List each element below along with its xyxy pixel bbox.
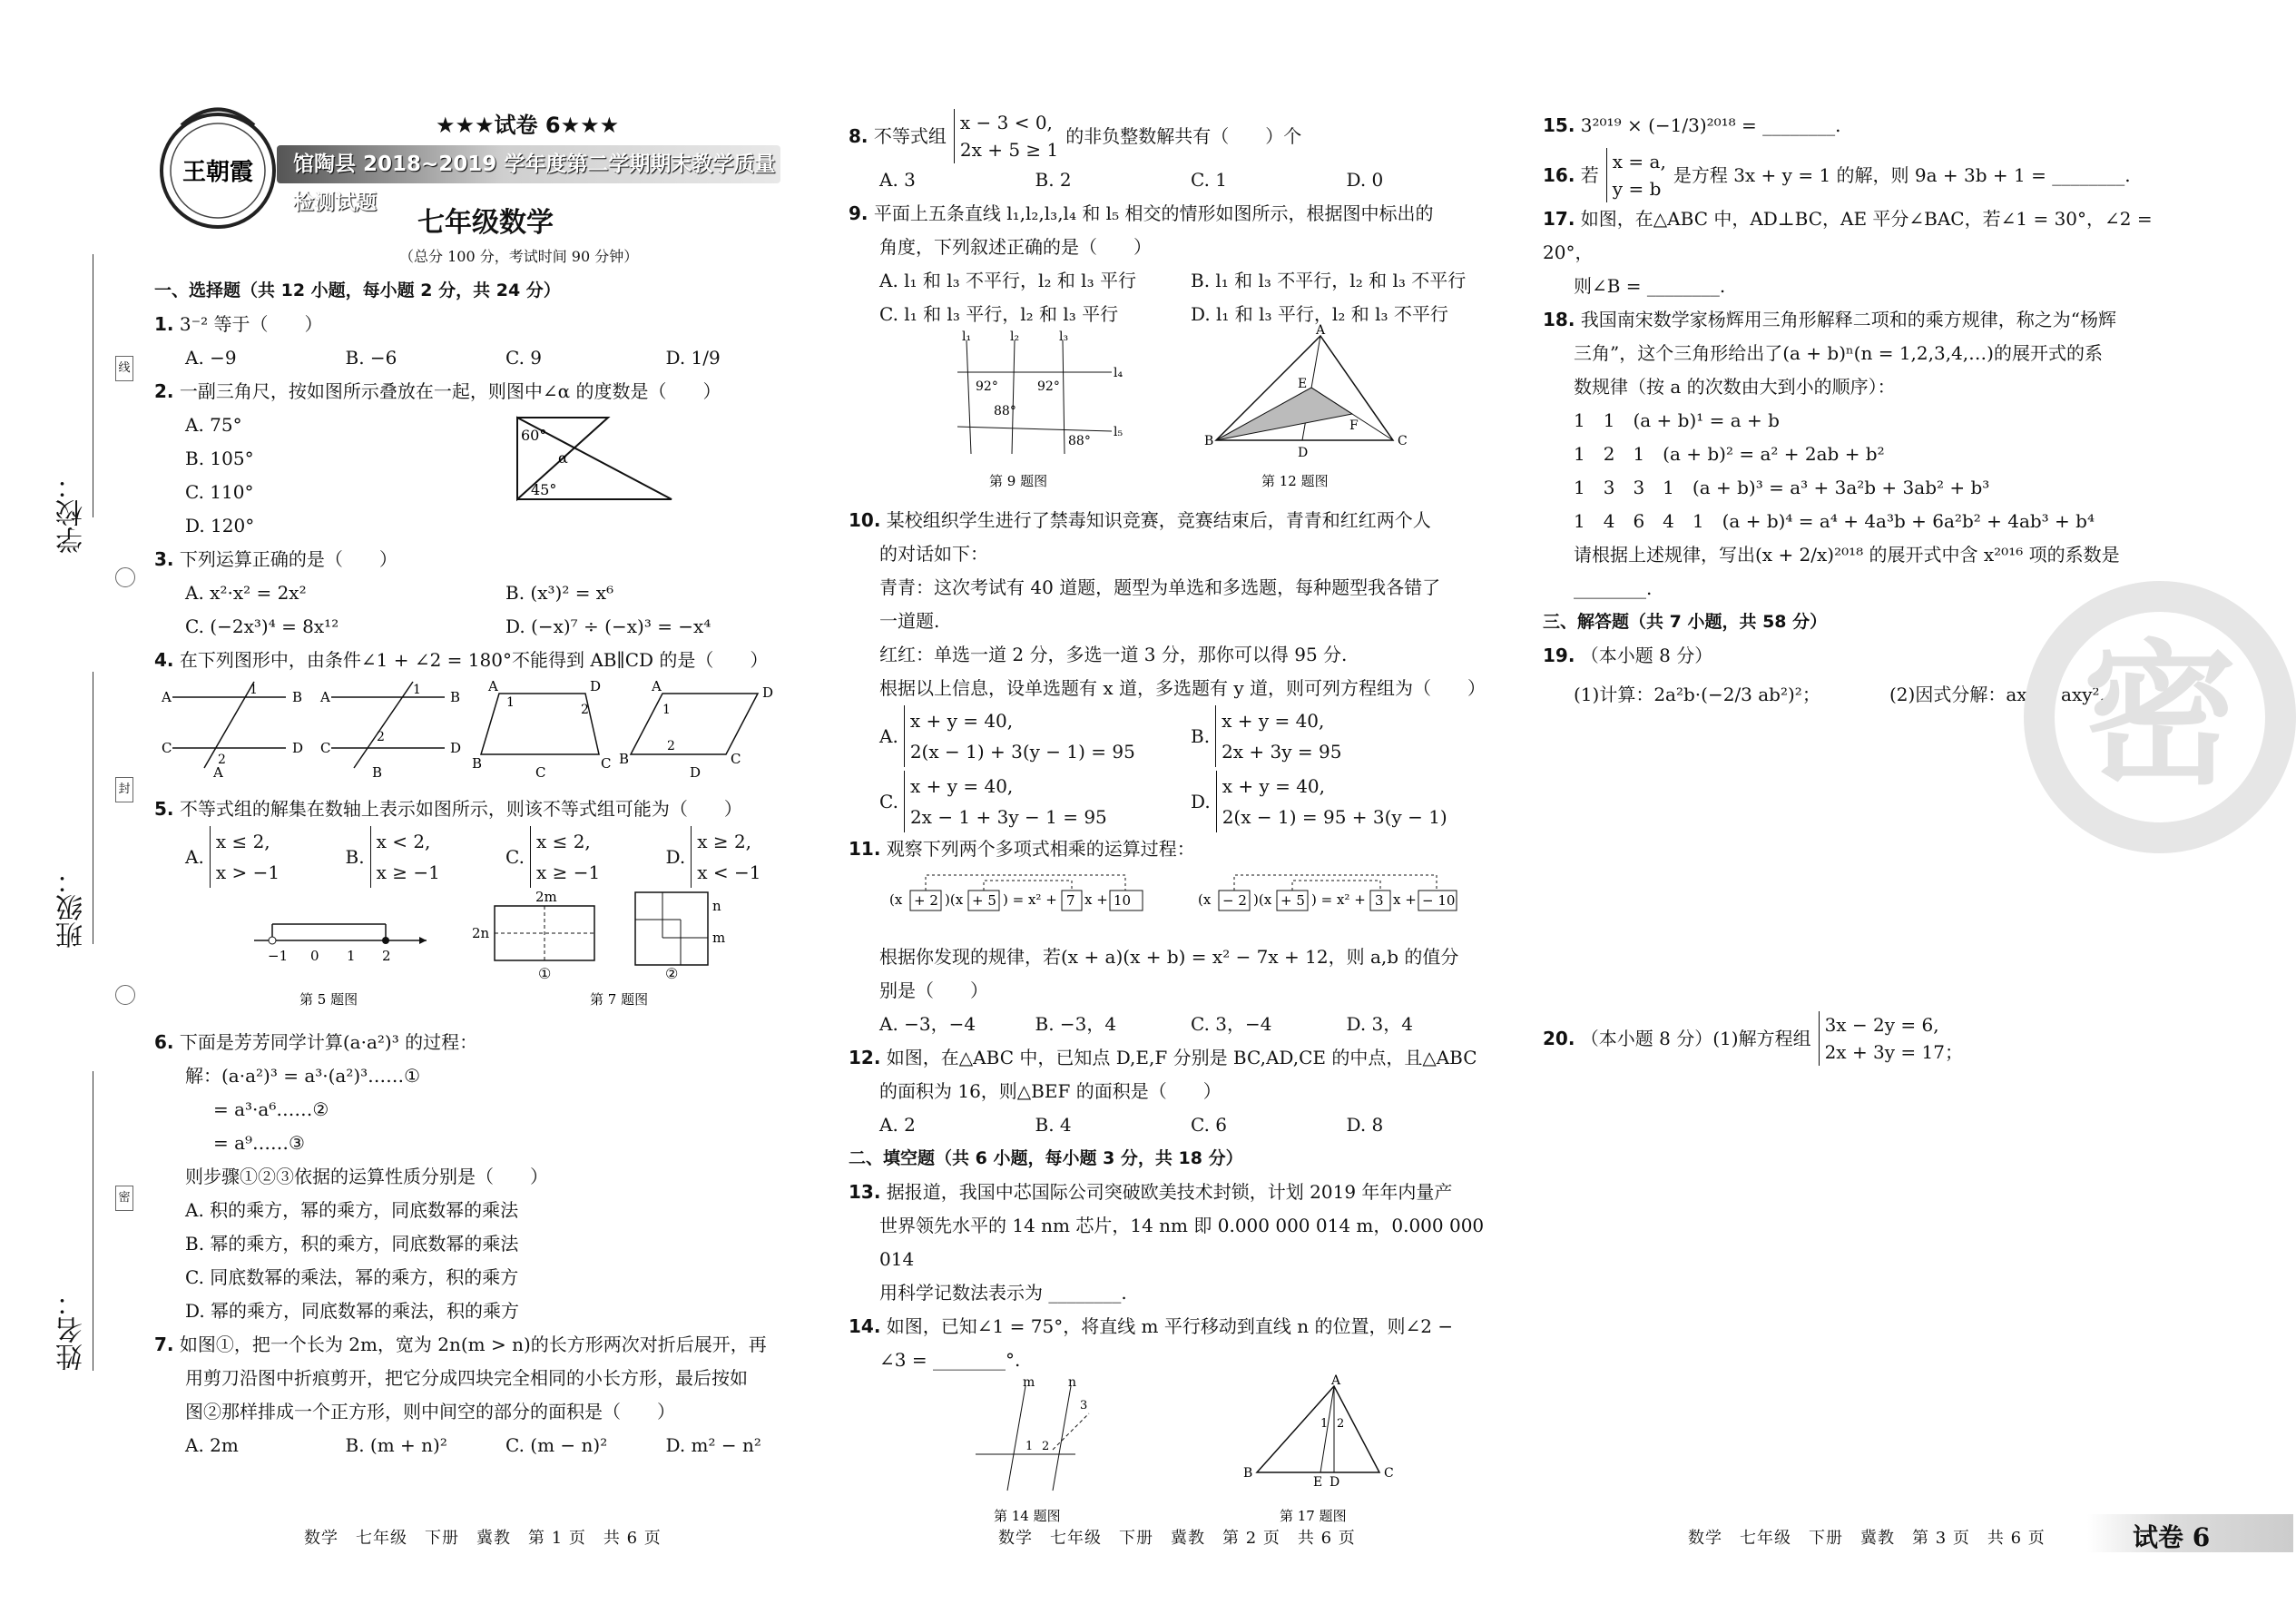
svg-text:C: C: [1384, 1466, 1394, 1481]
page-footer: 数学 七年级 下册 冀教 第 3 页 共 6 页: [1688, 1529, 2046, 1548]
figure-label: D: [690, 764, 702, 781]
solution-step: 解：(a·a²)³ = a³·(a²)³……①: [185, 1065, 421, 1087]
page-footer: 数学 七年级 下册 冀教 第 1 页 共 6 页: [304, 1529, 662, 1548]
option: C. 6: [1191, 1114, 1228, 1136]
option: C. 110°: [185, 481, 254, 503]
svg-text:α: α: [558, 449, 568, 467]
svg-text:(x: (x: [889, 891, 903, 908]
question-text: 用剪刀沿图中折痕剪开，把它分成四块完全相同的小长方形，最后按如: [185, 1367, 748, 1389]
question-number: 2.: [154, 380, 174, 402]
paper-label: ★★★试卷 6★★★: [436, 113, 620, 138]
svg-text:B: B: [1204, 434, 1214, 448]
svg-text:m: m: [1023, 1375, 1035, 1390]
question-number: 14.: [849, 1315, 881, 1337]
question-text: 的对话如下：: [879, 543, 988, 565]
options: [849, 163, 1502, 197]
svg-text:1: 1: [250, 683, 258, 697]
question-number: 11.: [849, 838, 881, 860]
figure-d: [619, 678, 773, 781]
rectangle-fold-figure: [472, 889, 594, 982]
svg-text:(x: (x: [1198, 891, 1212, 908]
question-text: 下面是芳芳同学计算(a·a²)³ 的过程：: [179, 1031, 478, 1053]
question-18: [1543, 303, 2205, 337]
svg-text:F: F: [1349, 418, 1359, 433]
svg-text:3: 3: [1375, 892, 1384, 909]
question-15: [1543, 109, 2205, 143]
option: C. 3，−4: [1191, 1013, 1272, 1035]
figure-label: B: [372, 764, 383, 781]
option: B. −6: [345, 347, 397, 369]
question-text: 别是（ ）: [879, 979, 988, 1001]
svg-text:3: 3: [1080, 1399, 1088, 1412]
question-number: 9.: [849, 202, 868, 224]
pascal-row: 1 3 3 1 (a + b)³ = a³ + 3a²b + 3ab² + b³: [1574, 477, 1990, 498]
svg-text:l₂: l₂: [1010, 330, 1020, 344]
question-number: 20.: [1543, 1027, 1575, 1049]
triangle-bisector-figure: [1243, 1373, 1394, 1524]
svg-text:1: 1: [506, 695, 515, 710]
svg-text:−1: −1: [268, 948, 289, 964]
svg-text:− 2: − 2: [1222, 892, 1247, 909]
svg-text:C: C: [320, 740, 331, 756]
svg-text:) = x² +: ) = x² +: [1003, 891, 1057, 908]
svg-text:1: 1: [413, 683, 421, 697]
square-arrangement-figure: [590, 892, 725, 1008]
svg-text:C: C: [601, 755, 612, 772]
option: A. 2: [879, 1114, 916, 1136]
question-4: [154, 644, 826, 677]
svg-text:l₅: l₅: [1114, 425, 1123, 439]
option: C. l₁ 和 l₃ 平行，l₂ 和 l₃ 平行: [879, 303, 1119, 325]
triangle-midpoints-figure: [1204, 323, 1408, 489]
svg-text:7: 7: [1066, 892, 1075, 909]
svg-text:D: D: [1298, 446, 1309, 460]
svg-text:92°: 92°: [976, 379, 998, 394]
question-number: 8.: [849, 124, 868, 147]
svg-text:D: D: [1330, 1475, 1340, 1490]
question-text: 3⁻² 等于（ ）: [179, 313, 323, 335]
options: [154, 826, 826, 888]
question-number: 15.: [1543, 114, 1575, 136]
subject-title: 七年级数学: [417, 207, 554, 239]
section-heading: 三、解答题（共 7 小题，共 58 分）: [1543, 612, 1828, 632]
dialogue-line: 青青：这次考试有 40 道题，题型为单选和多选题，每种题型我各错了: [879, 576, 1441, 598]
option: D. 1/9: [665, 347, 721, 369]
option: D. l₁ 和 l₃ 平行，l₂ 和 l₃ 不平行: [1191, 303, 1448, 325]
footer-tag: 试卷 6: [2133, 1522, 2211, 1552]
svg-text:+ 5: + 5: [972, 892, 996, 909]
question-number: 4.: [154, 649, 174, 671]
question-text: 如图，在△ABC 中，AD⊥BC，AE 平分∠BAC，若∠1 = 30°，∠2 = 20°，: [1543, 208, 2153, 263]
svg-text:n: n: [1068, 1375, 1077, 1390]
triangle-rulers-figure: [508, 408, 681, 508]
svg-text:D: D: [450, 740, 462, 756]
svg-text:1: 1: [662, 703, 671, 717]
sidebar-mark: 线: [115, 356, 133, 381]
svg-text:x +: x +: [1393, 891, 1417, 908]
svg-text:B: B: [1243, 1466, 1253, 1481]
option: A. −3，−4: [879, 1013, 976, 1035]
option: A. l₁ 和 l₃ 不平行，l₂ 和 l₃ 平行: [879, 270, 1136, 291]
option: D. m² − n²: [665, 1434, 761, 1456]
option: B. 4: [1035, 1114, 1072, 1136]
class-label: 班级：: [56, 867, 88, 949]
options: [154, 610, 826, 644]
logo-text: 王朝霞: [182, 159, 254, 186]
svg-text:0: 0: [310, 948, 319, 964]
question-11: [849, 832, 1502, 866]
svg-text:B: B: [472, 755, 483, 772]
question-3: [154, 543, 826, 576]
question-text: 观察下列两个多项式相乘的运算过程：: [886, 838, 1195, 860]
question-number: 16.: [1543, 163, 1575, 186]
column-2: [849, 109, 1502, 1538]
option: D. 幂的乘方，同底数幂的乘法，积的乘方: [185, 1300, 520, 1322]
options: [849, 1008, 1502, 1041]
option: A. 3: [879, 169, 916, 191]
question-6: [154, 1026, 826, 1059]
svg-text:+ 5: + 5: [1280, 892, 1305, 909]
question-text: 请根据上述规律，写出(x + 2/x)²⁰¹⁸ 的展开式中含 x²⁰¹⁶ 项的系数是: [1574, 544, 2120, 566]
svg-text:B: B: [292, 689, 303, 705]
option: A. x²·x² = 2x²: [185, 582, 307, 604]
figure-c: [472, 678, 611, 781]
question-text: 则∠B = ________.: [1574, 275, 1726, 297]
question-5: [154, 792, 826, 826]
question-number: 3.: [154, 548, 174, 570]
svg-text:2: 2: [377, 730, 385, 744]
svg-text:2: 2: [1337, 1417, 1345, 1431]
option: D. (−x)⁷ ÷ (−x)³ = −x⁴: [505, 615, 711, 637]
question-text: 的面积为 16，则△BEF 的面积是（ ）: [879, 1080, 1222, 1102]
options: [849, 298, 1502, 331]
pascal-row: 1 2 1 (a + b)² = a² + 2ab + b²: [1574, 443, 1885, 465]
exam-info: （总分 100 分，考试时间 90 分钟）: [399, 248, 639, 265]
svg-text:10: 10: [1114, 892, 1132, 909]
option: C. 1: [1191, 169, 1228, 191]
options: [849, 1108, 1502, 1142]
svg-text:)(x: )(x: [945, 891, 964, 908]
option: B. 105°: [185, 448, 254, 469]
svg-text:x +: x +: [1084, 891, 1108, 908]
question-13: [849, 1176, 1502, 1209]
options: [849, 771, 1502, 832]
svg-text:2: 2: [1042, 1440, 1050, 1453]
options: [154, 341, 826, 375]
option: A. 75°: [185, 414, 242, 436]
svg-text:D: D: [292, 740, 304, 756]
seal-watermark: 密: [2024, 581, 2296, 853]
option: B. l₁ 和 l₃ 不平行，l₂ 和 l₃ 不平行: [1191, 270, 1467, 291]
svg-text:C: C: [1398, 434, 1408, 448]
svg-text:A: A: [652, 678, 662, 694]
option: D. x + y = 40, 2(x − 1) = 95 + 3(y − 1): [1191, 771, 1502, 832]
question-text: 则步骤①②③依据的运算性质分别是（ ）: [185, 1166, 548, 1187]
svg-text:A: A: [1331, 1373, 1341, 1388]
solution-step: = a³·a⁶……②: [213, 1098, 329, 1120]
svg-text:l₄: l₄: [1114, 366, 1123, 380]
sidebar-mark: 封: [115, 777, 133, 802]
svg-text:45°: 45°: [531, 481, 557, 498]
five-lines-figure: [957, 330, 1123, 489]
polynomial-pattern-figure: [849, 866, 1502, 930]
question-text: （本小题 8 分）: [1580, 645, 1713, 666]
svg-text:l₃: l₃: [1059, 330, 1069, 344]
figure-caption: 第 12 题图: [1261, 473, 1329, 489]
options-column: [154, 408, 826, 543]
svg-text:②: ②: [665, 965, 679, 982]
option: C. x ≤ 2, x ≥ −1: [505, 826, 666, 888]
question-number: 18.: [1543, 309, 1575, 330]
svg-text:2: 2: [667, 739, 675, 753]
option: C. (−2x³)⁴ = 8x¹²: [185, 615, 339, 637]
question-text: 在下列图形中，由条件∠1 + ∠2 = 180°不能得到 AB∥CD 的是（ ）: [179, 649, 769, 671]
option: D. 0: [1346, 169, 1384, 191]
svg-text:) = x² +: ) = x² +: [1311, 891, 1366, 908]
dialogue-line: 一道题.: [879, 610, 940, 632]
question-number: 13.: [849, 1181, 881, 1203]
q9-q12-figures: [849, 323, 1502, 493]
option: D. x ≥ 2, x < −1: [666, 826, 827, 888]
option: A. 2m: [185, 1434, 239, 1456]
question-text: 据报道，我国中芯国际公司突破欧美技术封锁，计划 2019 年年内量产: [886, 1181, 1453, 1203]
question-number: 12.: [849, 1047, 881, 1068]
question-text: 用科学记数法表示为 ________.: [879, 1282, 1127, 1304]
subquestion: (1)计算：2a²b·(−2/3 ab²)²；: [1574, 684, 1820, 705]
svg-text:B: B: [619, 751, 630, 767]
figure-caption: 第 9 题图: [989, 473, 1048, 489]
title-banner: [277, 145, 780, 214]
question-text: 如图①，把一个长为 2m，宽为 2n(m > n)的长方形两次对折后展开，再: [179, 1334, 767, 1355]
question-1: [154, 308, 826, 341]
question-number: 17.: [1543, 208, 1575, 230]
svg-text:1: 1: [1025, 1440, 1034, 1453]
svg-text:E: E: [1313, 1475, 1323, 1490]
svg-text:A: A: [320, 689, 330, 705]
question-9: [849, 197, 1502, 231]
school-label: 学校：: [56, 472, 88, 554]
option: C. 9: [505, 347, 543, 369]
section-heading: 二、填空题（共 6 小题，每小题 3 分，共 18 分）: [849, 1148, 1243, 1168]
brand-logo-icon: [154, 98, 281, 234]
option: B. (m + n)²: [345, 1434, 447, 1456]
figure-label: A: [213, 764, 223, 781]
question-number: 6.: [154, 1031, 174, 1053]
options: [849, 264, 1502, 298]
figure-b: [319, 682, 461, 781]
option: A. 积的乘方，幂的乘方，同底数幂的乘法: [185, 1199, 519, 1221]
q14-q17-figures: [849, 1373, 1502, 1527]
svg-text:A: A: [162, 689, 172, 705]
question-7: [154, 1328, 826, 1362]
options: [849, 705, 1502, 767]
svg-text:2: 2: [581, 703, 589, 717]
column-1: [154, 274, 826, 1462]
svg-text:①: ①: [538, 965, 552, 982]
dialogue-line: 红红：单选一道 2 分，多选一道 3 分，那你可以得 95 分.: [879, 644, 1348, 665]
svg-text:m: m: [712, 930, 726, 946]
option: D. 8: [1346, 1114, 1384, 1136]
svg-text:l₁: l₁: [962, 330, 972, 344]
question-number: 7.: [154, 1334, 174, 1355]
svg-text:2: 2: [382, 948, 391, 964]
question-text: 平面上五条直线 l₁,l₂,l₃,l₄ 和 l₅ 相交的情形如图所示，根据图中标出的: [873, 202, 1434, 224]
svg-text:92°: 92°: [1037, 379, 1060, 394]
question-2: [154, 375, 826, 408]
option: D. 120°: [185, 515, 255, 536]
option: A. −9: [185, 347, 237, 369]
question-text: 角度，下列叙述正确的是（ ）: [879, 236, 1152, 258]
option: A. x ≤ 2, x > −1: [185, 826, 346, 888]
exam-title: 馆陶县 2018~2019 学年度第二学期期末教学质量检测试题: [293, 153, 776, 214]
svg-text:1: 1: [1320, 1417, 1329, 1431]
section-heading: 一、选择题（共 12 小题，每小题 2 分，共 24 分）: [154, 281, 561, 300]
question-8: 8. 不等式组 x − 3 < 0, 2x + 5 ≥ 1 的非负整数解共有（ ）个: [849, 109, 1502, 163]
footer-tag-bar: [2087, 1514, 2293, 1552]
question-text: 一副三角尺，按如图所示叠放在一起，则图中∠α 的度数是（ ）: [179, 380, 721, 402]
binding-hole-icon: [115, 985, 135, 1005]
q4-figures: [154, 677, 826, 782]
svg-text:+ 2: + 2: [914, 892, 938, 909]
question-text: 我国南宋数学家杨辉用三角形解释二项和的乘方规律，称之为“杨辉: [1580, 309, 2117, 330]
question-10: [849, 504, 1502, 537]
option: B. 幂的乘方，积的乘方，同底数幂的乘法: [185, 1233, 519, 1255]
option: B. x + y = 40, 2x + 3y = 95: [1191, 705, 1502, 767]
figure-caption: 第 14 题图: [994, 1508, 1061, 1524]
question-text: 下列运算正确的是（ ）: [179, 548, 397, 570]
question-text: 图②那样排成一个正方形，则中间空的部分的面积是（ ）: [185, 1401, 675, 1422]
option: A. x + y = 40, 2(x − 1) + 3(y − 1) = 95: [879, 705, 1191, 767]
option: B. (x³)² = x⁶: [505, 582, 614, 604]
svg-text:88°: 88°: [994, 404, 1016, 418]
question-text: 不等式组的解集在数轴上表示如图所示，则该不等式组可能为（ ）: [179, 798, 742, 820]
svg-text:2m: 2m: [535, 889, 557, 905]
figure-label: C: [535, 764, 546, 781]
question-text: 某校组织学生进行了禁毒知识竞赛，竞赛结束后，青青和红红两个人: [886, 509, 1431, 531]
option: C. 同底数幂的乘法，幂的乘方，积的乘方: [185, 1266, 519, 1288]
question-text: 如图，已知∠1 = 75°，将直线 m 平行移动到直线 n 的位置，则∠2 −: [886, 1315, 1454, 1337]
question-17: [1543, 202, 2205, 270]
svg-text:)(x: )(x: [1253, 891, 1272, 908]
column-3: [1543, 109, 2205, 1066]
pascal-row: 1 1 (a + b)¹ = a + b: [1574, 409, 1780, 431]
svg-text:E: E: [1298, 377, 1308, 391]
question-16: 16. 若 x = a, y = b 是方程 3x + y = 1 的解，则 9a + 3b + 1 = ________.: [1543, 148, 2205, 202]
parallel-move-figure: [976, 1375, 1089, 1524]
question-number: 5.: [154, 798, 174, 820]
svg-text:B: B: [450, 689, 461, 705]
option: B. 2: [1035, 169, 1072, 191]
question-text: 3²⁰¹⁹ × (−1/3)²⁰¹⁸ = ________.: [1580, 114, 1841, 136]
options: [154, 576, 826, 610]
option: C. x + y = 40, 2x − 1 + 3y − 1 = 95: [879, 771, 1191, 832]
option: B. −3，4: [1035, 1013, 1117, 1035]
question-text: 根据以上信息，设单选题有 x 道，多选题有 y 道，则可列方程组为（ ）: [879, 677, 1487, 699]
page-footer: 数学 七年级 下册 冀教 第 2 页 共 6 页: [998, 1529, 1356, 1548]
option: B. x < 2, x ≥ −1: [346, 826, 506, 888]
svg-text:D: D: [762, 684, 774, 701]
q5-q7-figures: [154, 888, 826, 1015]
question-text: 世界领先水平的 14 nm 芯片，14 nm 即 0.000 000 014 m，0.000 000 014: [879, 1215, 1485, 1270]
question-text: 根据你发现的规律，若(x + a)(x + b) = x² − 7x + 12，则 a,b 的值分: [879, 946, 1459, 968]
svg-text:C: C: [731, 751, 741, 767]
question-20: 20. （本小题 8 分）(1)解方程组 3x − 2y = 6, 2x + 3y = 17；: [1543, 1011, 2205, 1066]
figure-a: [161, 682, 303, 781]
option: D. 3，4: [1346, 1013, 1413, 1035]
question-14: [849, 1310, 1502, 1343]
name-label: 姓名：: [56, 1289, 88, 1371]
question-text: ∠3 = ________°.: [879, 1349, 1021, 1371]
svg-text:2: 2: [218, 753, 226, 767]
question-12: [849, 1041, 1502, 1075]
question-text: 三角”，这个三角形给出了(a + b)ⁿ(n = 1,2,3,4,…)的展开式的系: [1574, 342, 2103, 364]
figure-caption: 第 5 题图: [299, 991, 358, 1008]
sidebar-mark: 密: [115, 1186, 133, 1211]
options: [154, 1429, 826, 1462]
svg-text:C: C: [162, 740, 172, 756]
question-text: 数规律（按 a 的次数由大到小的顺序）：: [1574, 376, 1896, 398]
svg-text:D: D: [590, 678, 602, 694]
figure-caption: 第 17 题图: [1280, 1508, 1347, 1524]
question-text: 如图，在△ABC 中，已知点 D,E,F 分别是 BC,AD,CE 的中点，且△ABC: [886, 1047, 1477, 1068]
question-number: 1.: [154, 313, 174, 335]
svg-text:1: 1: [347, 948, 356, 964]
binding-hole-icon: [115, 567, 135, 587]
svg-text:− 10: − 10: [1422, 892, 1456, 909]
number-line-figure: [254, 924, 427, 1008]
svg-text:60°: 60°: [521, 427, 547, 444]
pascal-row: 1 4 6 4 1 (a + b)⁴ = a⁴ + 4a³b + 6a²b² + 4ab³ + b⁴: [1574, 510, 2095, 532]
option: C. (m − n)²: [505, 1434, 608, 1456]
svg-text:A: A: [488, 678, 498, 694]
question-number: 19.: [1543, 645, 1575, 666]
svg-text:88°: 88°: [1068, 434, 1091, 448]
question-text: ________.: [1574, 577, 1653, 599]
figure-caption: 第 7 题图: [590, 991, 649, 1008]
svg-text:n: n: [712, 898, 721, 914]
svg-text:2n: 2n: [472, 925, 490, 941]
question-number: 10.: [849, 509, 881, 531]
subquestion: (2)因式分解：ax³ − axy².: [1889, 684, 2105, 705]
svg-text:A: A: [1316, 323, 1326, 338]
solution-step: = a⁹……③: [213, 1132, 305, 1154]
